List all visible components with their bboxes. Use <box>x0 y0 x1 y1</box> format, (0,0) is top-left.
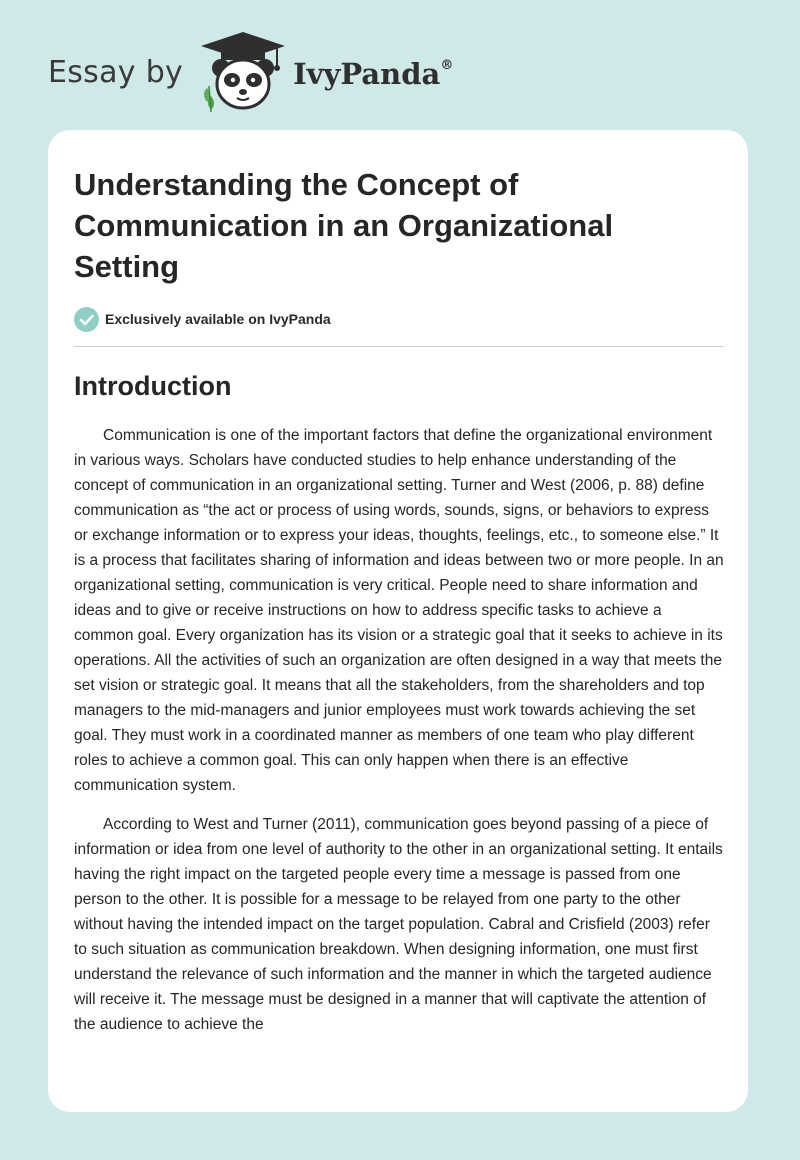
panda-graduate-icon[interactable] <box>197 30 289 114</box>
registered-mark: ® <box>440 58 454 74</box>
page-title: Understanding the Concept of Communication in an Organizational Setting <box>74 167 614 284</box>
exclusive-label: Exclusively available on IvyPanda <box>105 311 331 327</box>
paragraph: Communication is one of the important factors that define the organizational environment in various ways. Scholars have conducted studies to help enhance understanding of the concept of communication in an organizational setting. Turner and West (2006, p. 88) define communication as “the act or process of using words, sounds, signs, or behaviors to express or exchange information or to express your ideas, thoughts, feelings, etc., to someone else.” It is a process that facilitates sharing of information and ideas between two or more people. In an organizational setting, communication is very critical. People need to share information and ideas and to give or receive instructions on how to address specific tasks to achieve a common goal. Every organization has its vision or a strategic goal that it seeks to achieve in its operations. All the activities of such an organization are often designed in a way that meets the set vision or strategic goal. It means that all the stakeholders, from the shareholders and top managers to the mid-managers and junior employees must work towards achieving the set goal. They must work in a coordinated manner as members of one team who play different roles to achieve a common goal. This can only happen when there is an effective communication system. <box>74 427 724 794</box>
section-heading: Introduction <box>74 371 232 401</box>
divider <box>74 346 724 347</box>
check-circle-icon <box>74 307 99 332</box>
essay-content <box>74 164 724 1037</box>
site-header <box>48 30 453 114</box>
brand-name[interactable]: IvyPanda® <box>293 57 454 91</box>
exclusive-badge <box>74 305 724 333</box>
essay-by-label: Essay by <box>48 54 184 90</box>
essay-card <box>48 130 748 1112</box>
paragraph: According to West and Turner (2011), communication goes beyond passing of a piece of information or idea from one level of authority to the other in an organizational setting. It entails having the right impact on the targeted people every time a message is passed from one person to the other. It is possible for a message to be relayed from one party to the other without having the intended impact on the target population. Cabral and Crisfield (2003) refer to such situation as communication breakdown. When designing information, one must first understand the relevance of such information and the manner in which the targeted audience will receive it. The message must be designed in a manner that will captivate the attention of the audience to achieve the <box>74 816 723 1033</box>
